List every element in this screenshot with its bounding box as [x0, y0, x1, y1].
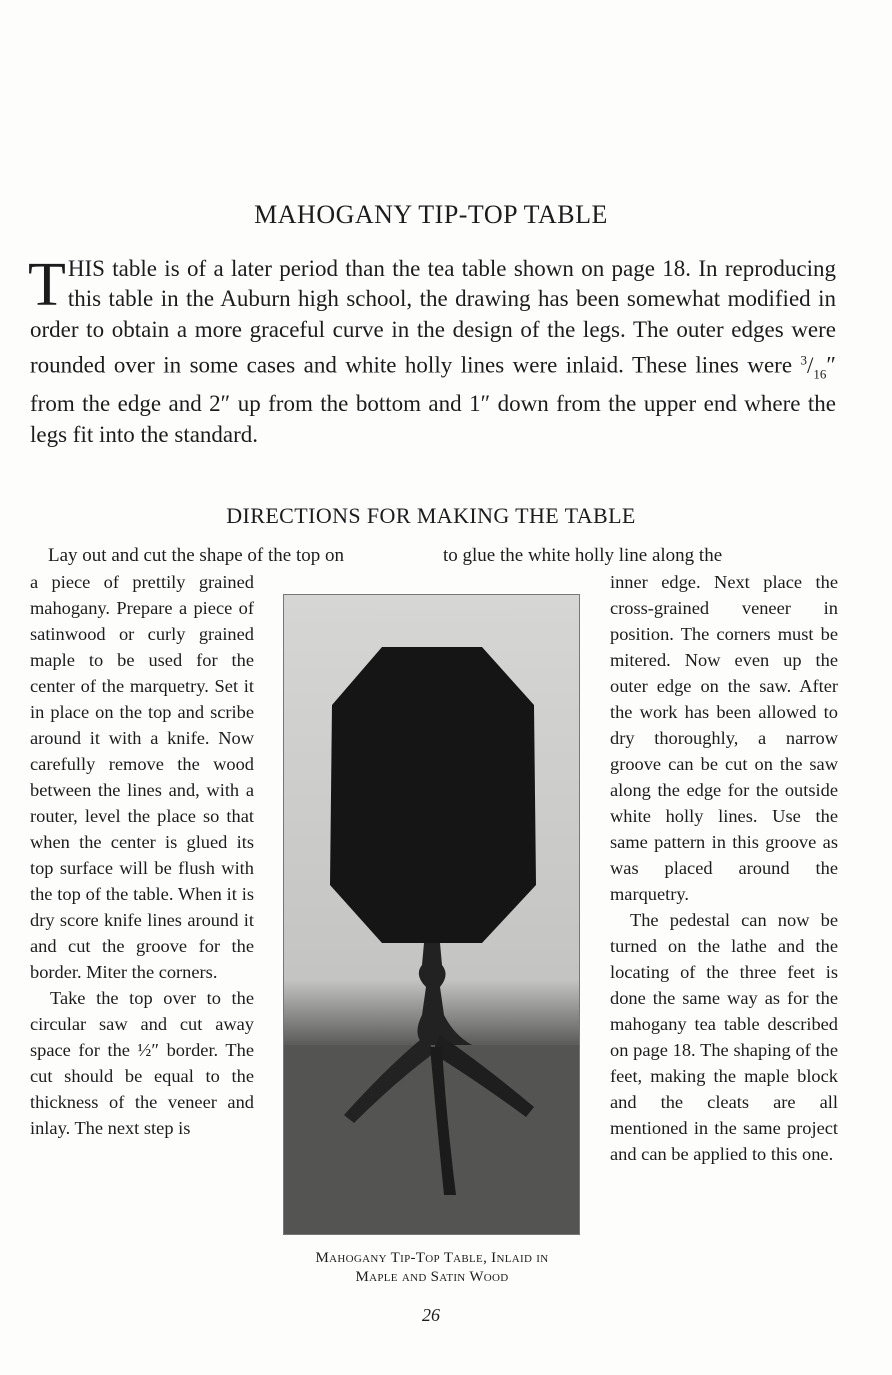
table-photograph	[283, 594, 580, 1235]
left-paragraph-1: a piece of prettily grained mahogany. Prepare a piece of satinwood or curly grained maple to be used for the center of the marquetry. Set it in place on the top and scribe around it with a knife. Now carefully remove the wood between the lines and, with a router, level the place so that when the center is glued its top surface will be flush with the top of the table. When it is dry score knife lines around it and cut the groove for the border. Miter the corners.	[30, 572, 254, 982]
drop-cap: T	[28, 251, 66, 319]
fraction-denominator: 16	[813, 366, 827, 382]
figure-caption	[268, 1249, 596, 1287]
page-number: 26	[422, 1305, 440, 1325]
caption-line-2: Maple and Satin Wood	[355, 1269, 509, 1285]
intro-paragraph	[28, 251, 837, 450]
fraction: $^3/_{16}$	[800, 351, 827, 382]
caption-line-1: Mahogany Tip-Top Table, Inlaid in	[315, 1250, 549, 1266]
section-title: DIRECTIONS FOR MAKING THE TABLE	[226, 503, 636, 528]
page-title: MAHOGANY TIP-TOP TABLE	[254, 200, 608, 229]
intro-text-part2: ″ from the edge and 2″ up from the bottom and 1″ down from the upper end where the legs fit into the standard.	[30, 352, 837, 447]
first-line-right: to glue the white holly line along the	[443, 545, 723, 566]
fraction-numerator: 3	[800, 351, 808, 367]
right-paragraph-2: The pedestal can now be turned on the lathe and the locating of the three feet is done the same way as for the mahogany tea table described on page 18. The shaping of the feet, making the maple block and the cleats are all mentioned in the same project and can be applied to this one.	[610, 910, 838, 1164]
left-paragraph-2: Take the top over to the circular saw and cut away space for the ½″ border. The cut should be equal to the thickness of the veneer and inlay. The next step is	[30, 988, 254, 1138]
right-paragraph-1: inner edge. Next place the cross-grained veneer in position. The corners must be mitered. Now even up the outer edge on the saw. After the work has been allowed to dry thoroughly, a narrow groove can be cut on the saw along the edge for the outside white holly lines. Use the same pattern in this groove as was placed around the marquetry.	[610, 572, 838, 904]
right-column	[610, 569, 838, 1167]
first-line-left: Lay out and cut the shape of the top on	[48, 545, 345, 566]
intro-text-part1: HIS table is of a later period than the tea table shown on page 18. In reproducing this table in the Auburn high school, the drawing has been somewhat modified in order to obtain a more graceful curve in the design of the legs. The outer edges were rounded over in some cases and white holly lines were inlaid. These lines were	[30, 256, 836, 378]
left-column	[30, 569, 254, 1141]
